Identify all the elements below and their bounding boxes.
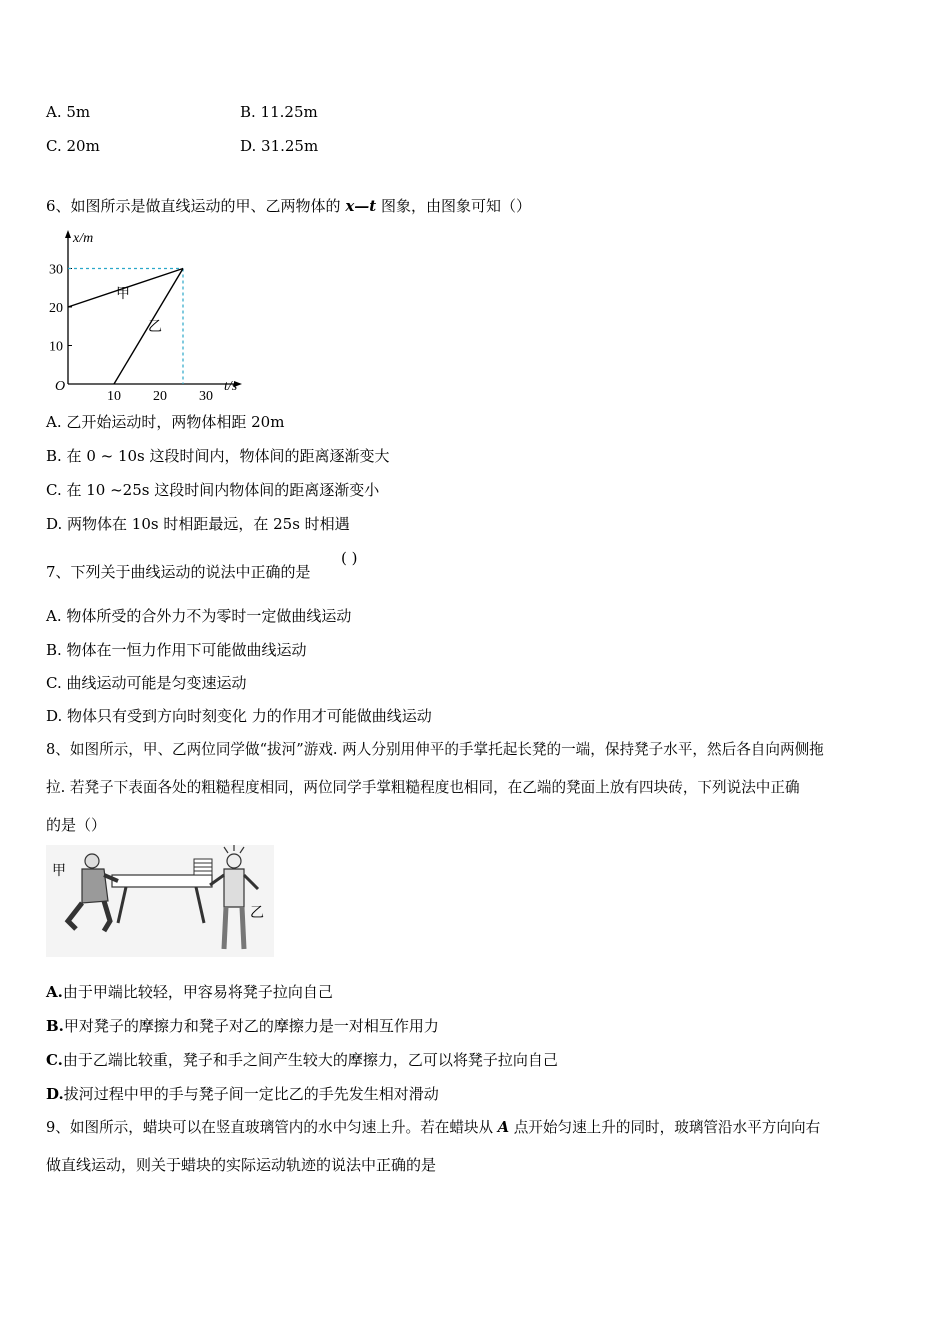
q7-answer-paren: ( ) <box>341 549 358 567</box>
q7-option-a[interactable]: A. 物体所受的合外力不为零时一定做曲线运动 <box>46 607 352 625</box>
q8-stem-line1: 8、如图所示，甲、乙两位同学做“拔河”游戏. 两人分别用伸平的手掌托起长凳的一端，保持凳子水平，然后各自向两侧拖 <box>46 741 824 758</box>
q6-option-d[interactable]: D. 两物体在 10s 时相距最远，在 25s 时相遇 <box>46 515 350 533</box>
y-axis-arrow-icon <box>65 230 71 238</box>
q6-stem <box>46 196 531 216</box>
q9-stem-before: 9、如图所示，蜡块可以在竖直玻璃管内的水中匀速上升。若在蜡块从 <box>46 1119 498 1136</box>
x-axis-label: t/s <box>224 379 238 394</box>
q8-tug-of-war-figure <box>46 845 274 957</box>
x-tick-label-30: 30 <box>199 389 213 404</box>
q7-option-c[interactable]: C. 曲线运动可能是匀变速运动 <box>46 674 247 692</box>
q9-stem-line1 <box>46 1118 820 1138</box>
q6-xt-graph <box>40 224 260 404</box>
q6-stem-before: 6、如图所示是做直线运动的甲、乙两物体的 <box>46 197 346 215</box>
q8-option-b[interactable] <box>46 1016 439 1036</box>
graph-ticks <box>49 263 213 405</box>
series-jia-label: 甲 <box>116 287 130 302</box>
x-tick-label-20: 20 <box>153 389 167 404</box>
bricks-icon <box>194 859 212 875</box>
q6-option-a[interactable]: A. 乙开始运动时，两物体相距 20m <box>46 413 285 431</box>
y-tick-label-20: 20 <box>49 301 63 316</box>
q7-option-b[interactable]: B. 物体在一恒力作用下可能做曲线运动 <box>46 641 307 659</box>
origin-label: O <box>55 379 66 394</box>
q8-stem-line2: 拉. 若凳子下表面各处的粗糙程度相同，两位同学手掌粗糙程度也相同，在乙端的凳面上放有四块砖，下列说法中正确 <box>46 779 800 796</box>
q9-stem-line2: 做直线运动，则关于蜡块的实际运动轨迹的说法中正确的是 <box>46 1156 437 1174</box>
y-tick-label-10: 10 <box>49 339 63 355</box>
q8-option-d-letter: D. <box>46 1085 64 1103</box>
graph-axes <box>65 230 242 387</box>
q5-option-d[interactable]: D. 31.25m <box>240 137 319 155</box>
q8-option-a-text: 由于甲端比较轻，甲容易将凳子拉向自己 <box>62 983 333 1001</box>
q6-stem-var: x—t <box>345 197 377 215</box>
q8-option-c-text: 由于乙端比较重，凳子和手之间产生较大的摩擦力，乙可以将凳子拉向自己 <box>62 1051 558 1069</box>
q8-option-b-text: 甲对凳子的摩擦力和凳子对乙的摩擦力是一对相互作用力 <box>63 1017 439 1035</box>
q9-stem-after: 点开始匀速上升的同时，玻璃管沿水平方向向右 <box>509 1119 821 1136</box>
q7-stem: 7、下列关于曲线运动的说法中正确的是 <box>46 563 311 581</box>
q6-option-c[interactable]: C. 在 10 ~25s 这段时间内物体间的距离逐渐变小 <box>46 481 380 499</box>
q8-option-a-letter: A. <box>46 983 63 1001</box>
q8-option-d-text: 拔河过程中甲的手与凳子间一定比乙的手先发生相对滑动 <box>63 1085 439 1103</box>
q6-option-b[interactable]: B. 在 0 ~ 10s 这段时间内，物体间的距离逐渐变大 <box>46 447 390 465</box>
q5-option-c[interactable]: C. 20m <box>46 137 100 155</box>
graph-guides <box>68 269 183 385</box>
q8-stem-line3: 的是（） <box>46 816 107 834</box>
q8-option-c[interactable] <box>46 1050 558 1070</box>
q8-option-a[interactable] <box>46 982 333 1002</box>
y-tick-label-30: 30 <box>49 262 63 278</box>
graph-series <box>68 269 183 385</box>
q5-option-b[interactable]: B. 11.25m <box>240 103 318 121</box>
x-tick-label-10: 10 <box>107 389 121 404</box>
y-axis-label: x/m <box>73 231 94 246</box>
figure-label-yi: 乙 <box>250 906 264 921</box>
q8-option-c-letter: C. <box>46 1051 63 1069</box>
q8-option-d[interactable] <box>46 1084 439 1104</box>
q7-option-d[interactable]: D. 物体只有受到方向时刻变化 力的作用才可能做曲线运动 <box>46 707 432 725</box>
figure-label-jia: 甲 <box>52 864 66 879</box>
q5-option-a[interactable]: A. 5m <box>46 103 91 121</box>
series-yi-label: 乙 <box>148 320 162 335</box>
q6-stem-after: 图象，由图象可知（） <box>376 197 531 215</box>
q8-option-b-letter: B. <box>46 1017 64 1035</box>
q9-stem-var: A <box>497 1119 510 1136</box>
